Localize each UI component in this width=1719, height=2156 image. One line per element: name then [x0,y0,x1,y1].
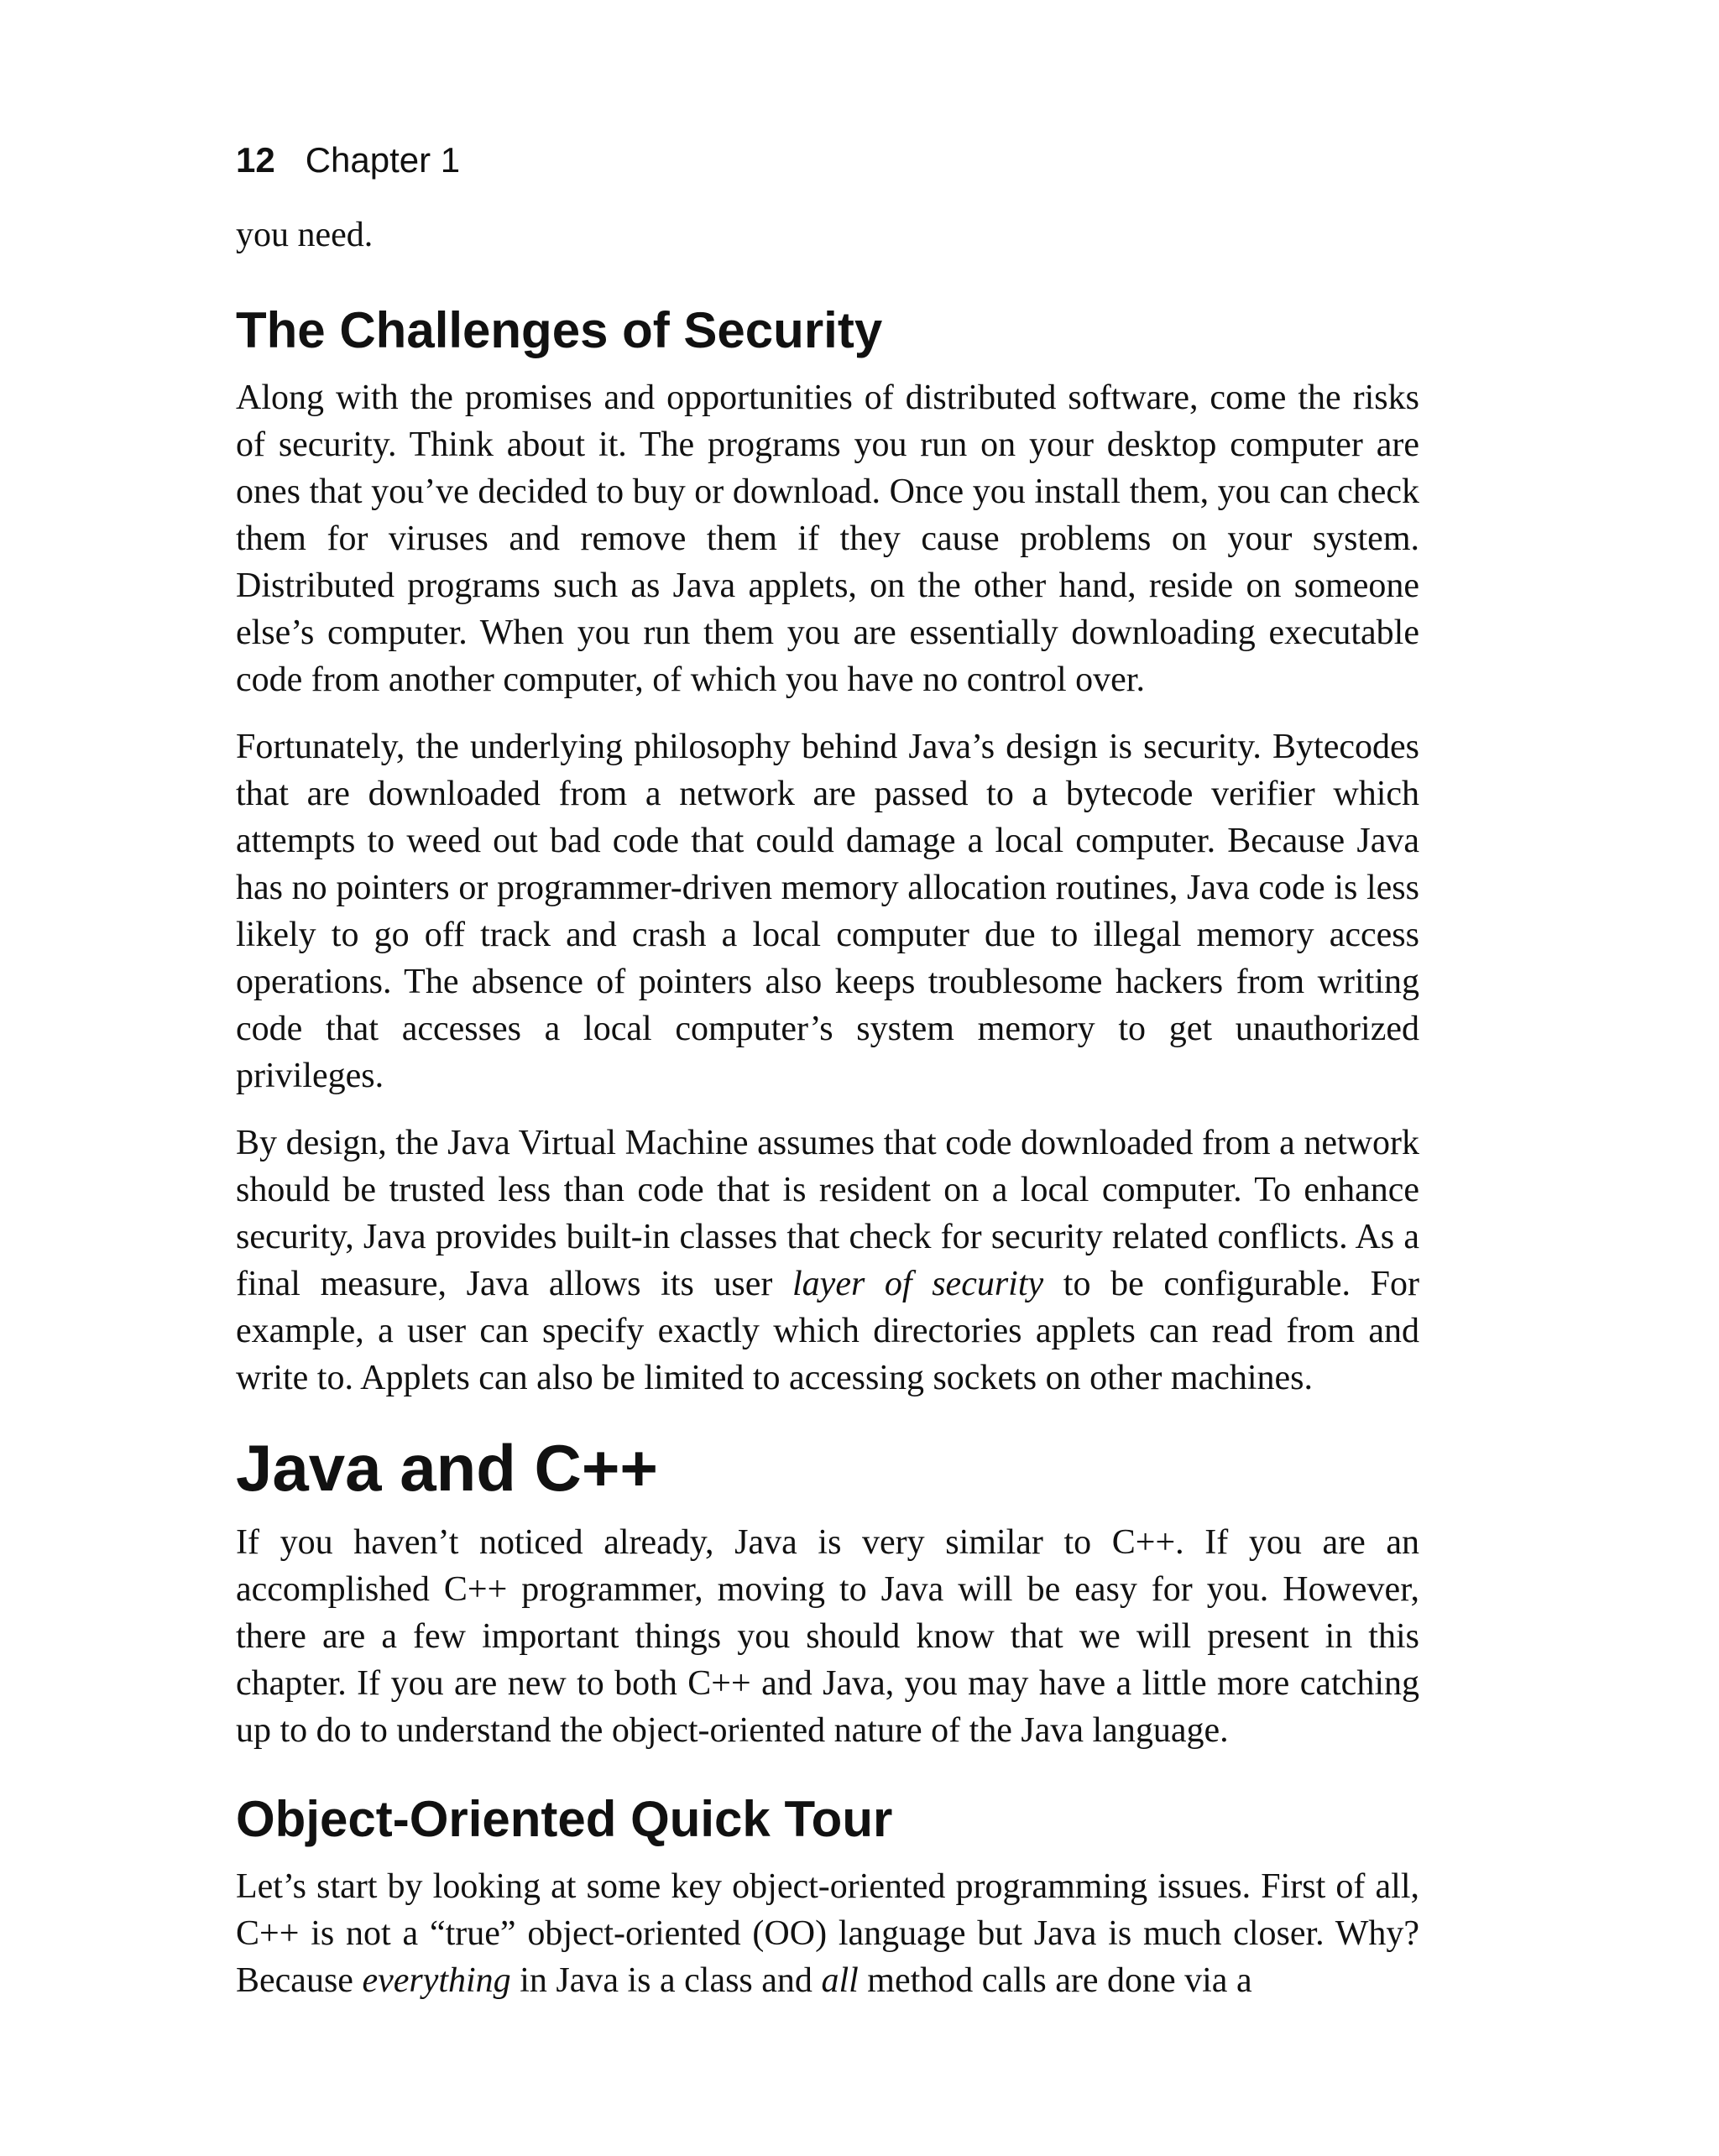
security-p3-italic: layer of security [792,1265,1044,1303]
security-paragraph-3 [236,1120,1419,1402]
running-head [236,140,1419,180]
oo-p1-italic-all: all [821,1961,859,2000]
oo-p1-text-a: Let’s start by looking at some key object-oriented programming issues. First of all, C++ is not a “true” object-oriented (OO) language but Java is much closer. Why? Because [236,1867,1419,2000]
page-number: 12 [236,140,275,180]
security-p3-text-b: to be configurable. For example, a user can specify exactly which directories applets can read from and write to. Applets can also be limited to accessing sockets on other machines. [236,1265,1420,1397]
oo-p1-italic-everything: everything [362,1961,511,2000]
section-heading-security: The Challenges of Security [236,302,883,358]
security-p3-text-a: By design, the Java Virtual Machine assumes that code downloaded from a network should be trusted less than code that is resident on a local computer. To enhance security, Java provides built-in classes that check for security related conflicts. As a final measure, Java allows its user [236,1124,1419,1303]
oo-p1-text-b: in Java is a class and [510,1961,822,2000]
section-heading-java-cpp: Java and C++ [236,1431,658,1505]
chapter-label: Chapter 1 [305,140,461,180]
java-cpp-paragraph-1: If you haven’t noticed already, Java is very similar to C++. If you are an accomplished C++ programmer, moving to Java will be easy for you. However, there are a few important things you should know that we will present in this chapter. If you are new to both C++ and Java, you may have a little more catching up to do to understand the object-oriented nature of the Java language. [236,1523,1419,1750]
book-page [236,140,1420,2024]
security-paragraph-1: Along with the promises and opportunities of distributed software, come the risks of security. Think about it. The programs you run on your desktop computer are ones that you’ve decided to buy or download. Once you install them, you can check them for viruses and remove them if they cause problems on your system. Distributed programs such as Java applets, on the other hand, reside on someone else’s computer. When you run them you are essentially downloading executable code from another computer, of which you have no control over. [236,378,1419,699]
section-heading-oo-tour: Object-Oriented Quick Tour [236,1791,893,1847]
oo-tour-paragraph-1 [236,1863,1419,2004]
security-paragraph-2: Fortunately, the underlying philosophy behind Java’s design is security. Bytecodes that are downloaded from a network are passed to a bytecode verifier which attempts to weed out bad code that could damage a local computer. Because Java has no pointers or programmer-driven memory allocation routines, Java code is less likely to go off track and crash a local computer due to illegal memory access operations. The absence of pointers also keeps troublesome hackers from writing code that accesses a local computer’s system memory to get unauthorized privileges. [236,728,1419,1095]
continuation-text: you need. [236,216,374,254]
oo-p1-text-c: method calls are done via a [858,1961,1252,2000]
